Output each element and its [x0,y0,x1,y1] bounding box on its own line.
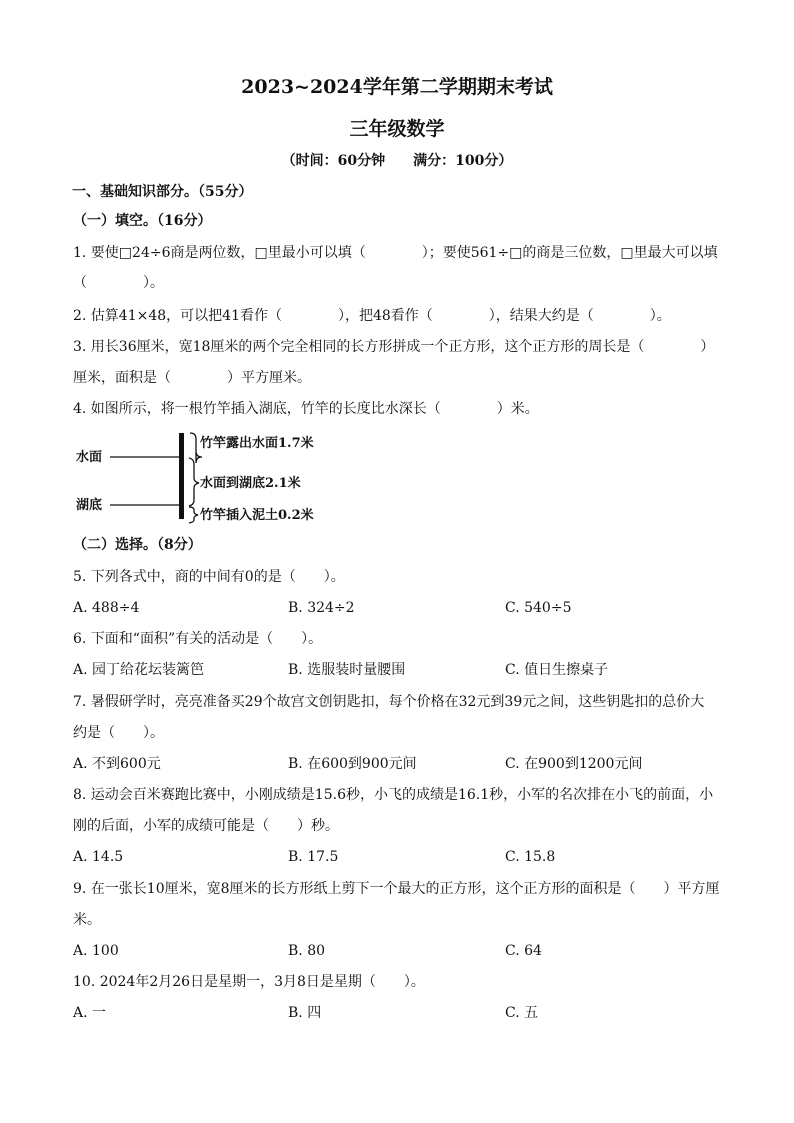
q8-option-c: C. 15.8 [505,849,556,865]
question-3-line-1: 3. 用长36厘米，宽18厘米的两个完全相同的长方形拼成一个正方形，这个正方形的周长是（ ） [73,339,715,355]
label-exposed-length: 竹竿露出水面1.7米 [200,436,314,451]
section-heading-part1: 一、基础知识部分。（55分） [72,184,253,200]
brace-middle [189,458,199,506]
q8-option-b: B. 17.5 [288,849,339,865]
question-4: 4. 如图所示，将一根竹竿插入湖底，竹竿的长度比水深长（ ）米。 [73,401,539,417]
question-10: 10. 2024年2月26日是星期一，3月8日是星期（ ）。 [73,974,425,990]
question-9-line-1: 9. 在一张长10厘米，宽8厘米的长方形纸上剪下一个最大的正方形，这个正方形的面积是（ ）平方厘 [73,881,720,897]
bamboo-pole [179,433,184,519]
section-heading-choice: （二）选择。（8分） [73,537,202,553]
question-1-line-2: （ ）。 [73,275,164,291]
question-5: 5. 下列各式中，商的中间有0的是（ ）。 [73,569,345,585]
label-mud-depth: 竹竿插入泥土0.2米 [200,508,314,523]
brace-bottom [189,507,198,523]
q8-option-a: A. 14.5 [73,849,124,865]
question-3-line-2: 厘米，面积是（ ）平方厘米。 [73,370,311,386]
label-water-depth: 水面到湖底2.1米 [200,476,301,491]
q6-option-a: A. 园丁给花坛装篱笆 [73,662,205,678]
q10-option-b: B. 四 [288,1005,322,1021]
q9-option-b: B. 80 [288,943,326,959]
q7-option-b: B. 在600到900元间 [288,756,417,772]
q7-option-a: A. 不到600元 [73,756,161,772]
lake-bottom-label: 湖底 [76,498,103,513]
question-7-line-2: 约是（ ）。 [73,725,164,741]
q6-option-b: B. 选服装时量腰围 [288,662,406,678]
bamboo-pole-figure [72,430,342,526]
question-6: 6. 下面和“面积”有关的活动是（ ）。 [73,631,323,647]
q9-option-a: A. 100 [73,943,119,959]
exam-subtitle: 三年级数学 [349,118,445,140]
section-heading-fill: （一）填空。（16分） [73,213,212,229]
q5-option-a: A. 488÷4 [73,600,140,616]
q10-option-c: C. 五 [505,1005,539,1021]
exam-meta: （时间：60分钟 满分：100分） [281,153,513,169]
water-surface-label: 水面 [76,450,103,465]
question-7-line-1: 7. 暑假研学时，亮亮准备买29个故宫文创钥匙扣，每个价格在32元到39元之间，这些钥匙扣的总价大 [73,694,705,710]
q7-option-c: C. 在900到1200元间 [505,756,643,772]
question-9-line-2: 米。 [73,912,101,928]
question-8-line-2: 刚的后面，小军的成绩可能是（ ）秒。 [73,818,339,834]
q10-option-a: A. 一 [73,1005,107,1021]
q6-option-c: C. 值日生擦桌子 [505,662,609,678]
exam-title: 2023~2024学年第二学期期末考试 [241,76,553,98]
question-8-line-1: 8. 运动会百米赛跑比赛中，小刚成绩是15.6秒，小飞的成绩是16.1秒，小军的名次排在小飞的前面，小 [73,787,714,803]
q5-option-c: C. 540÷5 [505,600,572,616]
question-2: 2. 估算41×48，可以把41看作（ ），把48看作（ ），结果大约是（ ）。 [73,308,671,324]
q9-option-c: C. 64 [505,943,542,959]
question-1-line-1: 1. 要使□24÷6商是两位数，□里最小可以填（ ）；要使561÷□的商是三位数，□里最大可以填 [73,245,718,261]
q5-option-b: B. 324÷2 [288,600,355,616]
